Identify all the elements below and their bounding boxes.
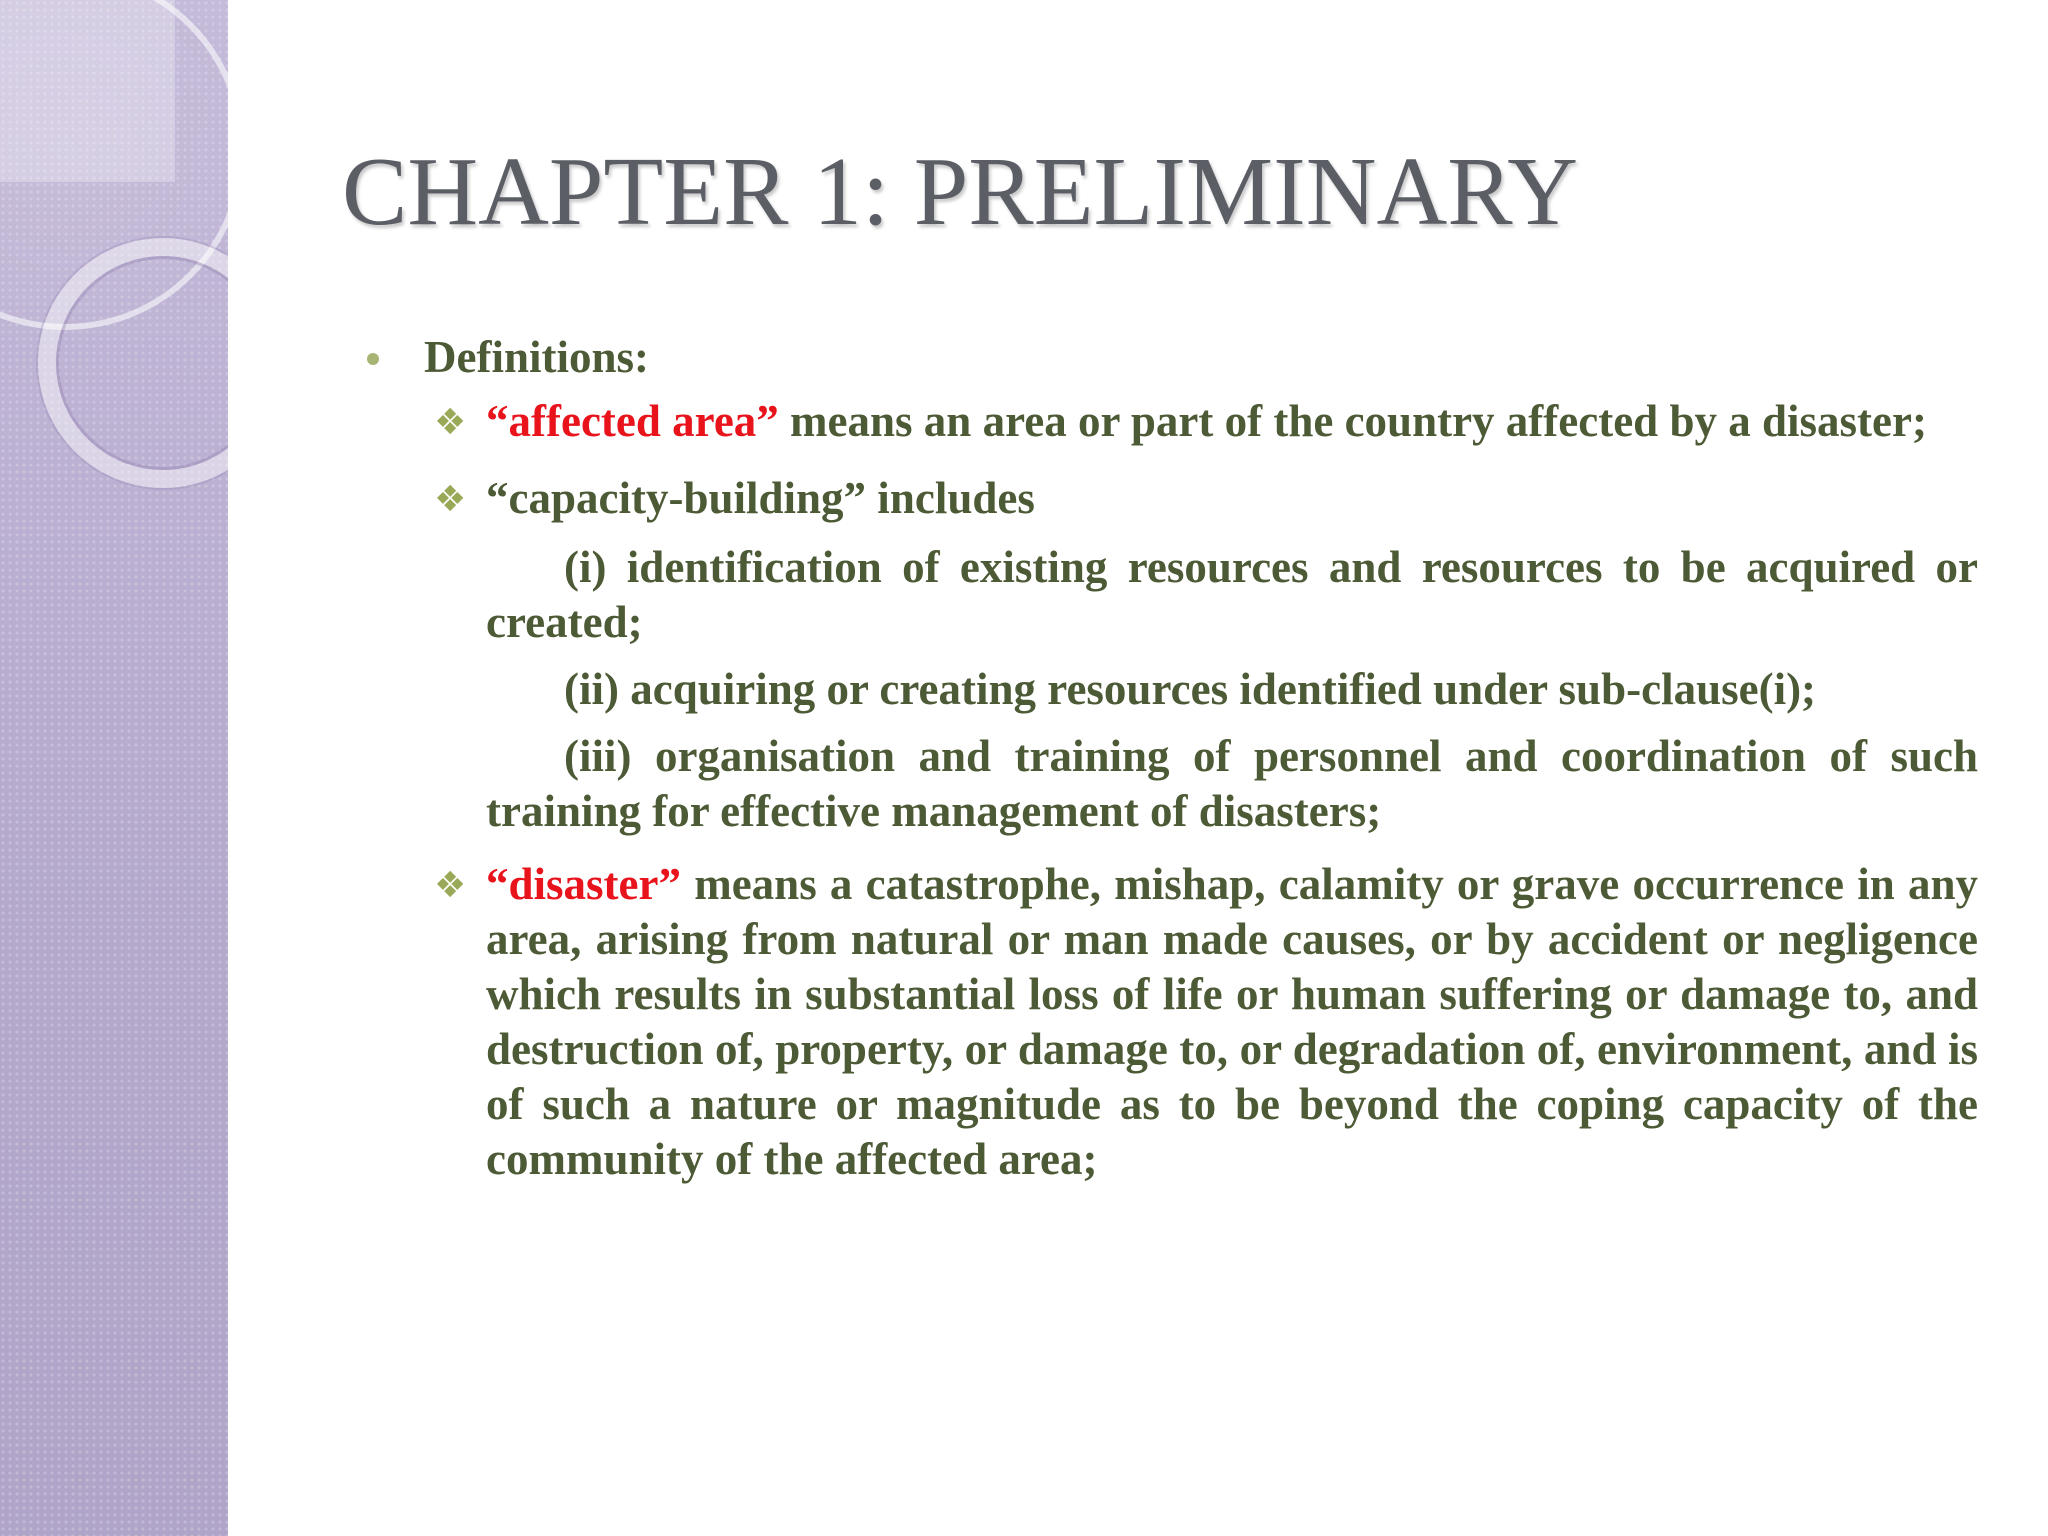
definition-affected-area bbox=[362, 394, 1978, 449]
definition-capacity-building bbox=[362, 471, 1978, 526]
subclause-item: (i) identification of existing resources and resources to be acquired or created; bbox=[486, 542, 1978, 647]
definition-body: means a catastrophe, mishap, calamity or grave occurrence in any area, arising from natural or man made causes, or by accident or negligence which results in substantial loss of life or human suffering or damage to, and destruction of, property, or damage to, or degradation of, environment, and is of such a nature or magnitude as to be beyond the coping capacity of the community of the affected area; bbox=[486, 859, 1978, 1184]
slide-body bbox=[362, 330, 1978, 1201]
definition-text bbox=[486, 394, 1978, 449]
slide-title: CHAPTER 1: PRELIMINARY bbox=[342, 138, 1579, 246]
definition-body: means an area or part of the country affected by a disaster; bbox=[778, 396, 1927, 446]
subclause-list bbox=[362, 540, 1978, 839]
definition-text bbox=[486, 857, 1978, 1187]
definition-disaster bbox=[362, 857, 1978, 1187]
subclause-item: (ii) acquiring or creating resources identified under sub-clause(i); bbox=[564, 664, 1817, 714]
decorative-sidebar bbox=[0, 0, 228, 1536]
four-diamond-bullet-icon: ❖ bbox=[434, 479, 467, 520]
definition-term: “capacity-building” includes bbox=[486, 473, 1035, 523]
definition-term: “affected area” bbox=[486, 396, 779, 446]
subclause-item: (iii) organisation and training of personnel and coordination of such training for effective management of disasters; bbox=[486, 731, 1978, 836]
dot-bullet-icon bbox=[367, 353, 379, 365]
four-diamond-bullet-icon: ❖ bbox=[434, 402, 467, 443]
definition-term: “disaster” bbox=[486, 859, 681, 909]
definitions-heading: Definitions: bbox=[424, 332, 649, 382]
definitions-heading-row bbox=[362, 330, 1978, 388]
four-diamond-bullet-icon: ❖ bbox=[434, 865, 467, 906]
